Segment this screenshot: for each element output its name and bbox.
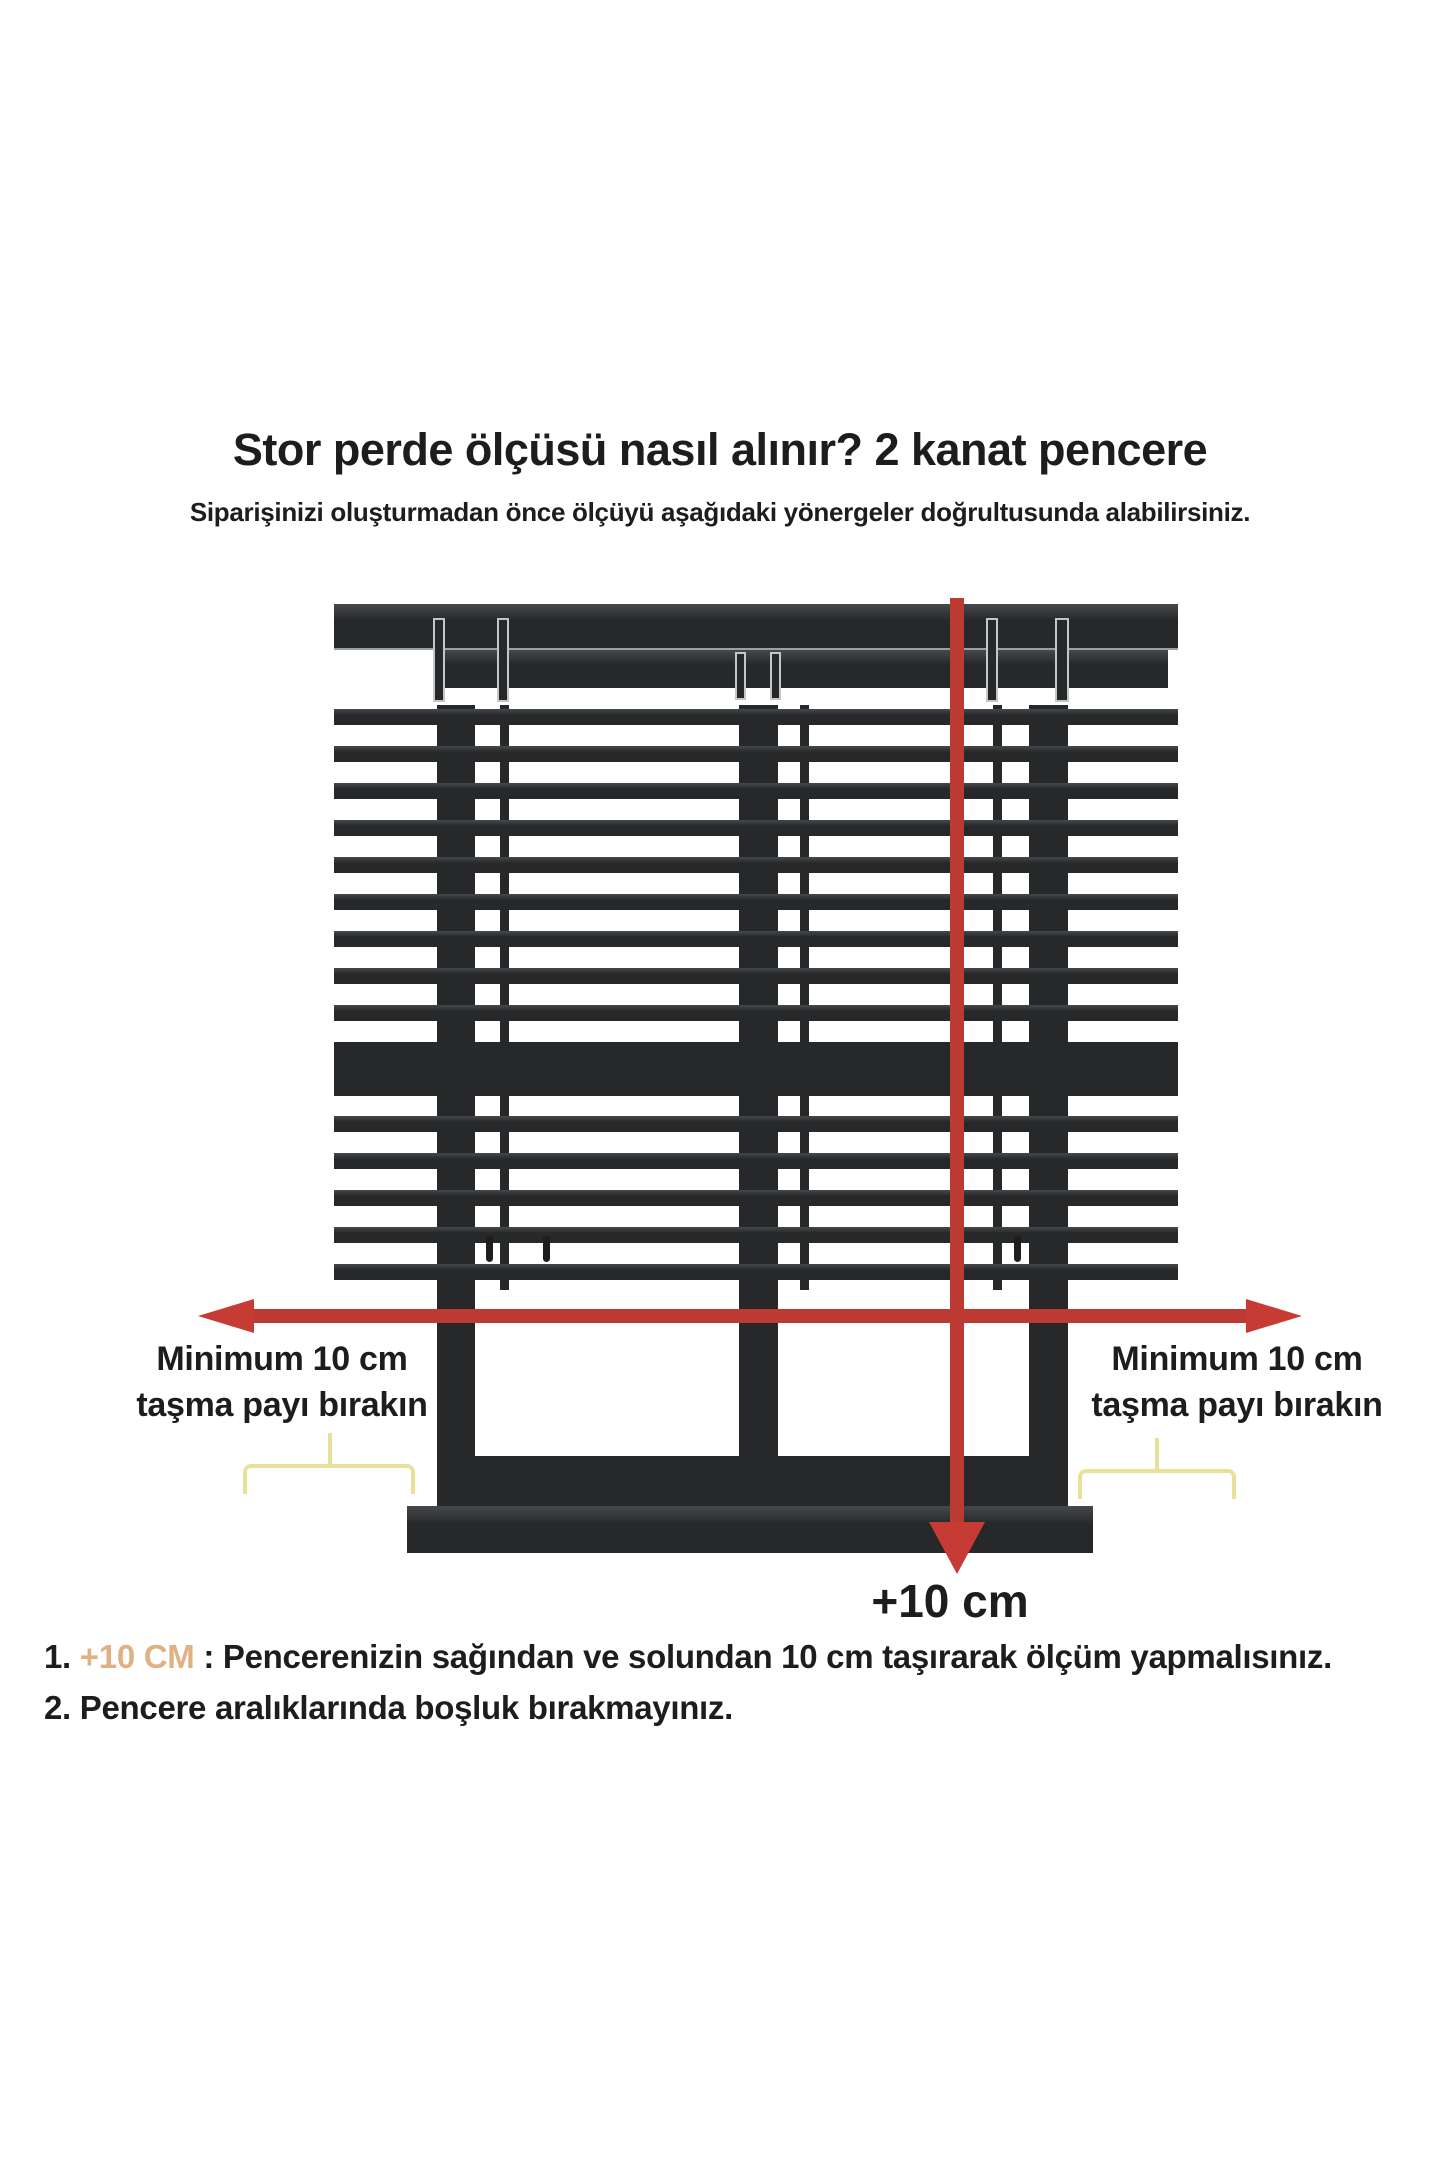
instruction-2-number: 2. [44,1689,71,1726]
blind-slat [334,1227,1178,1243]
blind-bracket-hook [986,618,998,702]
left-overhang-label-line1: Minimum 10 cm [156,1340,408,1378]
instruction-2-text: Pencere aralıklarında boşluk bırakmayınız. [70,1689,733,1726]
instruction-1-text: : Pencerenizin sağından ve solundan 10 cm taşırarak ölçüm yapmalısınız. [194,1638,1332,1675]
plus-10-cm-label: +10 cm [871,1575,1029,1627]
blind-slat [334,1264,1178,1280]
blind-bracket-hook [1055,618,1069,702]
height-measure-arrow [950,598,964,1534]
blind-slat [334,968,1178,984]
blind-headrail [334,604,1178,650]
blind-slat [334,857,1178,873]
instruction-1-number: 1. [44,1638,71,1675]
blind-slat [334,783,1178,799]
blind-cord-clip [543,1236,550,1262]
right-overhang-bracket-tick [1155,1438,1159,1470]
left-overhang-bracket-tick [328,1433,332,1465]
blind-slat [334,1153,1178,1169]
blind-slat [334,894,1178,910]
instruction-1-highlight: +10 CM [79,1638,195,1675]
instruction-2 [44,1689,1414,1727]
blind-slat [334,746,1178,762]
width-arrow-left-head-icon [198,1299,254,1333]
blind-slat [334,709,1178,725]
window-bottom-rail [437,1456,1068,1506]
left-overhang-label [92,1336,472,1428]
blind-cord-clip [486,1236,493,1262]
width-measure-arrow [252,1309,1248,1323]
right-overhang-bracket [1078,1469,1236,1499]
blind-slat [334,1116,1178,1132]
blind-bracket-hook [433,618,445,702]
width-arrow-right-head-icon [1246,1299,1302,1333]
blind-slat [334,820,1178,836]
right-overhang-label-line2: taşma payı bırakın [1091,1386,1383,1424]
blind-thick-slat-band [334,1042,1178,1096]
window-sill [407,1506,1093,1553]
instruction-list [44,1638,1414,1740]
blind-slat [334,931,1178,947]
left-overhang-label-line2: taşma payı bırakın [136,1386,428,1424]
blind-bracket-hook [735,652,746,700]
page-title: Stor perde ölçüsü nasıl alınır? 2 kanat pencere [232,424,1208,475]
page-subtitle: Siparişinizi oluşturmadan önce ölçüyü aşağıdaki yönergeler doğrultusunda alabilirsiniz. [189,497,1251,527]
blind-bracket-hook [497,618,509,702]
height-arrow-down-head-icon [929,1522,985,1574]
blind-bracket-hook [770,652,781,700]
blind-slat [334,1005,1178,1021]
right-overhang-label [1047,1336,1427,1428]
instruction-1 [44,1638,1414,1676]
left-overhang-bracket [243,1464,415,1494]
right-overhang-label-line1: Minimum 10 cm [1111,1340,1363,1378]
blind-cord-clip [1014,1236,1021,1262]
blind-slat [334,1190,1178,1206]
